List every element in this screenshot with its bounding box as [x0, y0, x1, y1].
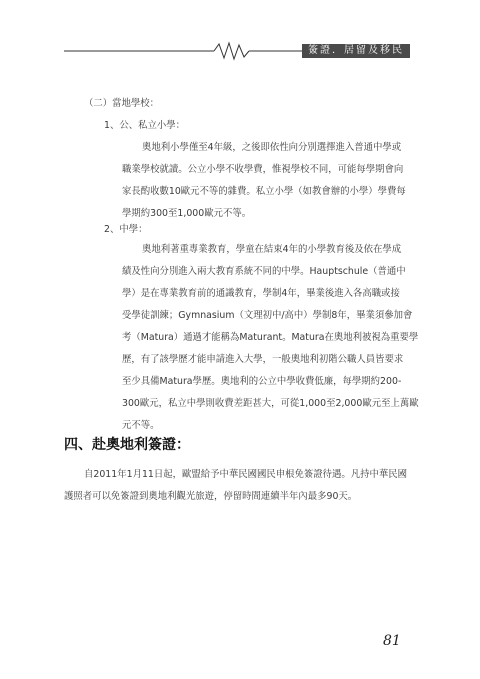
item-2-line: 元不等。: [122, 420, 160, 431]
item-2-line: 300歐元，私立中學則收費差距甚大，可從1,000至2,000歐元至上萬歐: [122, 398, 419, 409]
section-4-line: 護照者可以免簽證到奧地利觀光旅遊，停留時間連續半年內最多90天。: [64, 491, 358, 502]
item-2-line: 奧地利著重專業教育，學童在結束4年的小學教育後及依在學成: [142, 244, 402, 255]
header-section-label: 簽證．居留及移民: [302, 44, 410, 58]
item-2-line: 績及性向分別進入兩大教育系統不同的中學。Hauptschule（普通中: [122, 266, 406, 277]
item-1-title: 1、公、私立小學：: [104, 120, 185, 131]
item-2-line: 學）是在專業教育前的通識教育，學制4年，畢業後進入各高職或接: [122, 288, 400, 299]
item-2-line: 歷，有了該學歷才能申請進入大學，一般奧地利初階公職人員皆要求: [122, 354, 404, 365]
page-header: [64, 40, 416, 62]
item-2-line: 受學徒訓練；Gymnasium（文理初中/高中）學制8年，畢業須參加會: [122, 310, 413, 321]
item-1-line: 家長酌收數10歐元不等的雜費。私立小學（如教會辦的小學）學費每: [122, 186, 406, 197]
section-4-line: 自2011年1月11日起，歐盟給予中華民國國民申根免簽證待遇。凡持中華民國: [84, 469, 408, 480]
item-1-line: 學期約300至1,000歐元不等。: [122, 208, 252, 219]
section-4-heading: 四、赴奧地利簽證：: [64, 437, 190, 453]
subsection-title: （二）當地學校：: [84, 98, 160, 109]
item-1-line: 職業學校就讀。公立小學不收學費，惟視學校不同，可能每學期會向: [122, 164, 404, 175]
item-2-line: 考（Matura）通過才能稱為Maturant。Matura在奧地利被視為重要學: [122, 332, 419, 343]
item-2-line: 至少具備Matura學歷。奧地利的公立中學收費低廉，每學期約200-: [122, 376, 402, 387]
item-1-line: 奧地利小學僅至4年級，之後即依性向分別選擇進入普通中學或: [142, 142, 402, 153]
item-2-title: 2、中學：: [104, 224, 148, 235]
page-number: 81: [383, 633, 401, 649]
